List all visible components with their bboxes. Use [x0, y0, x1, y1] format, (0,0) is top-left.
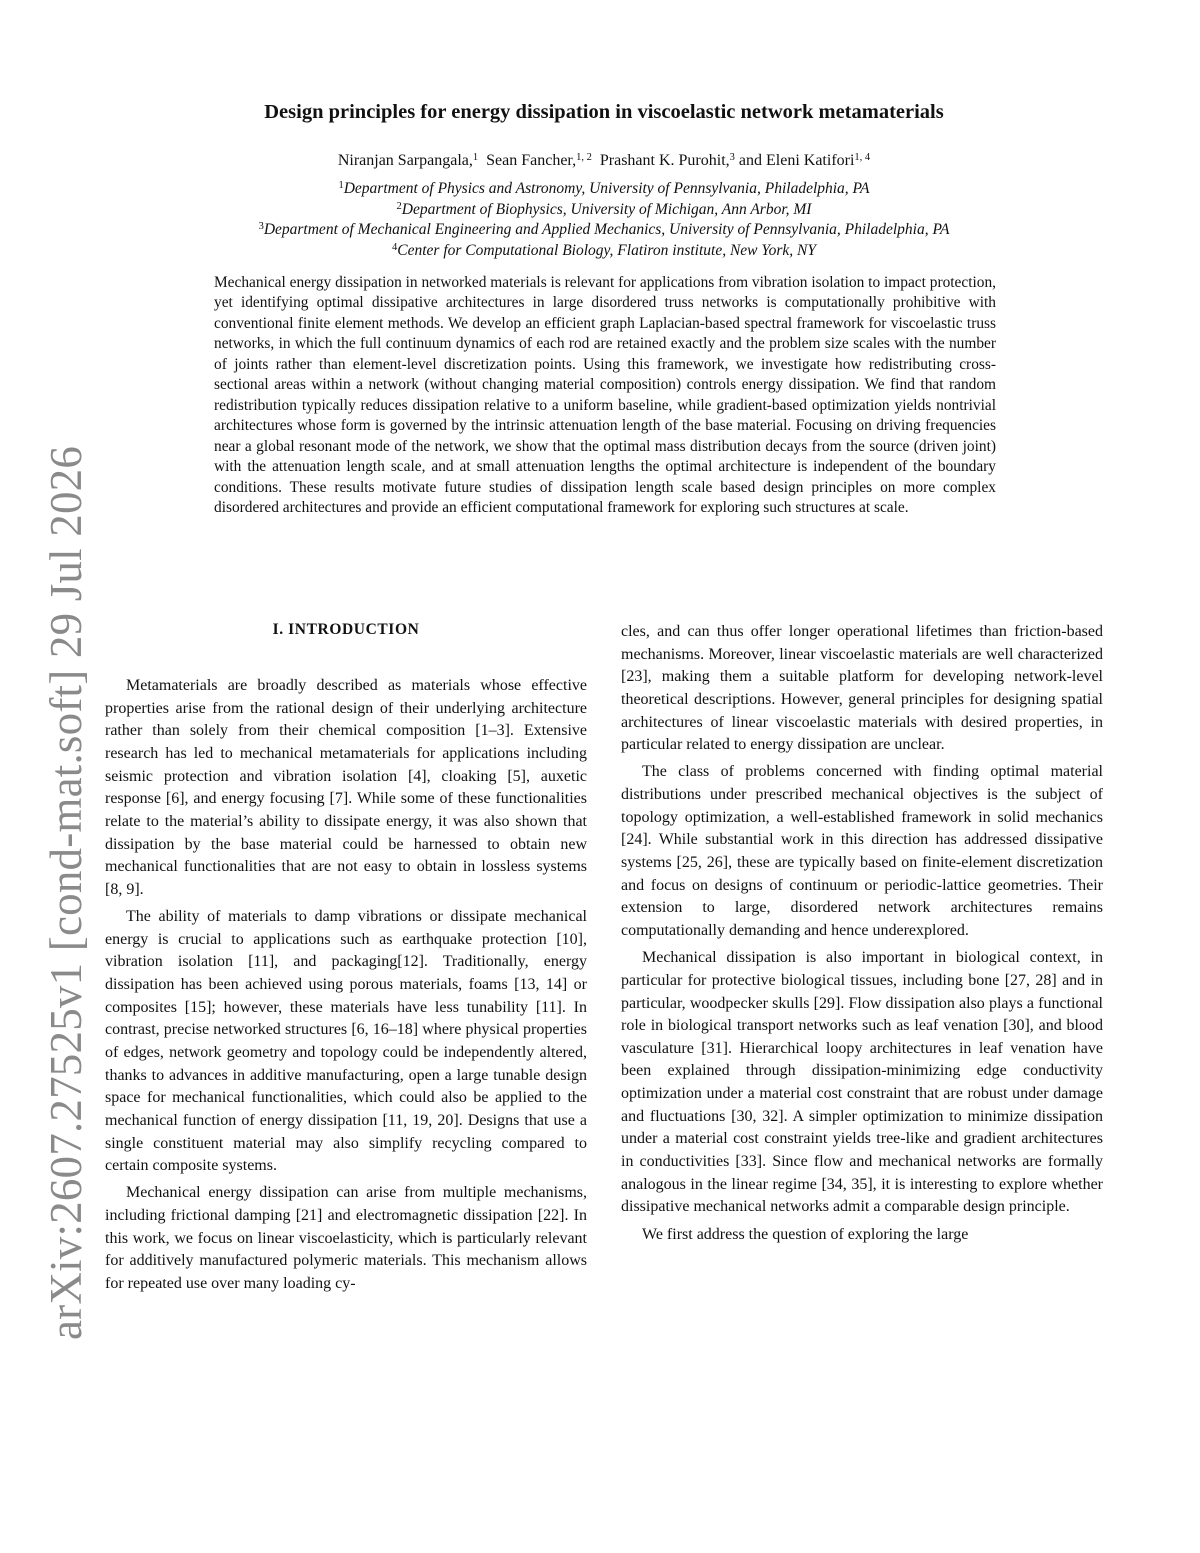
affiliation-line: [0, 242, 1200, 260]
left-column: [105, 675, 587, 1300]
author-affiliation-mark: 1, 4: [854, 152, 871, 163]
paragraph: Mechanical dissipation is also important in biological context, in particular for protective biological tissues, including bone [27, 28] and in particular, woodpecker skulls [29]. Flow dissipation also plays a functional role in biological transport networks such as leaf venation [30], and blood vasculature [31]. Hierarchical loopy architectures in leaf venation have been explained through dissipation-minimizing edge conductivity optimization under a material cost constraint that are robust under damage and fluctuations [30, 32]. A simpler optimization to minimize dissipation under a material cost constraint yields tree-like and gradient architectures in conductivities [33]. Since flow and mechanical networks are formally analogous in the linear regime [34, 35], it is interesting to explore whether dissipative mechanical networks admit a comparable design principle.: [621, 949, 1103, 1216]
paragraph: The ability of materials to damp vibrations or dissipate mechanical energy is crucial to applications such as earthquake protection [10], vibration isolation [11], and packaging[12]. Traditionally, energy dissipation has been achieved using porous materials, foams [13, 14] or composites [15]; however, these materials have less tunability [11]. In contrast, precise networked structures [6, 16–18] where physical properties of edges, network geometry and topology could be independently altered, thanks to advances in additive manufacturing, open a large tunable design space for mechanical functionalities, which could also be applied to the mechanical function of energy dissipation [11, 19, 20]. Designs that use a single constituent material may also simplify recycling compared to certain composite systems.: [105, 908, 587, 1175]
affiliation-line: [0, 201, 1200, 219]
affiliation-mark: 2: [396, 201, 402, 212]
author-name: Prashant K. Purohit,: [599, 152, 730, 169]
author-affiliation-mark: 1, 2: [576, 152, 592, 163]
affiliation-text: Center for Computational Biology, Flatiron institute, New York, NY: [397, 242, 816, 259]
paper-title: Design principles for energy dissipation in viscoelastic network metamaterials: [264, 101, 944, 123]
author-affiliation-mark: 3: [729, 152, 735, 163]
right-column: [621, 621, 1103, 1251]
paragraph: Mechanical energy dissipation can arise from multiple mechanisms, including frictional damping [21] and electromagnetic dissipation [22]. In this work, we focus on linear viscoelasticity, which is particularly relevant for additively manufactured polymeric materials. This mechanism allows for repeated use over many loading cy-: [105, 1184, 587, 1293]
author-name: Niranjan Sarpangala,: [337, 152, 473, 169]
affiliation-text: Department of Biophysics, University of Michigan, Ann Arbor, MI: [401, 201, 812, 218]
affiliation-text: Department of Mechanical Engineering and Applied Mechanics, University of Pennsylvania, Philadelphia, PA: [263, 221, 950, 238]
arxiv-identifier: arXiv:2607.27525v1 [cond-mat.soft] 29 Jul 2026: [41, 445, 91, 1340]
affiliation-mark: 1: [338, 180, 344, 191]
paragraph: The class of problems concerned with finding optimal material distributions under prescribed mechanical objectives is the subject of topology optimization, a well-established framework in solid mechanics [24]. While substantial work in this direction has addressed dissipative systems [25, 26], these are typically based on finite-element discretization and focus on designs of continuum or periodic-lattice geometries. Their extension to large, disordered network architectures remains computationally demanding and hence underexplored.: [621, 763, 1103, 940]
paragraph: We first address the question of exploring the large: [642, 1225, 969, 1243]
affiliation-line: [0, 221, 1200, 239]
paragraph: Metamaterials are broadly described as materials whose effective properties arise from the rational design of their underlying architecture rather than solely from their chemical composition [1–3]. Extensive research has led to mechanical metamaterials for applications including seismic protection and vibration isolation [4], cloaking [5], auxetic response [6], and energy focusing [7]. While some of these functionalities relate to the material’s ability to dissipate energy, it was also shown that dissipation by the base material could be harnessed to obtain new mechanical functionalities that are not easy to obtain in lossless systems [8, 9].: [105, 677, 587, 898]
affiliation-mark: 4: [392, 242, 398, 253]
affiliation-text: Department of Physics and Astronomy, University of Pennsylvania, Philadelphia, PA: [343, 180, 870, 197]
affiliation-mark: 3: [258, 221, 264, 232]
affiliation-line: [0, 180, 1200, 198]
author-name: and Eleni Katifori: [738, 152, 855, 169]
section-heading: I. INTRODUCTION: [272, 621, 420, 638]
paragraph-continuation: cles, and can thus offer longer operational lifetimes than friction-based mechanisms. Moreover, linear viscoelastic materials are well characterized [23], making them a suitable platform for developing network-level theoretical descriptions. However, general principles for designing spatial architectures of linear viscoelastic materials with desired properties, in particular related to energy dissipation are unclear.: [621, 623, 1103, 754]
author-name: Sean Fancher,: [486, 152, 577, 169]
author-list: [0, 152, 1200, 170]
abstract: Mechanical energy dissipation in networked materials is relevant for applications from vibration isolation to impact protection, yet identifying optimal dissipative architectures in large disordered truss networks is computationally prohibitive with conventional finite element methods. We develop an efficient graph Laplacian-based spectral framework for viscoelastic truss networks, in which the full continuum dynamics of each rod are retained exactly and the problem size scales with the number of joints rather than element-level discretization points. Using this framework, we investigate how redistributing cross-sectional areas within a network (without changing material composition) controls energy dissipation. We find that random redistribution typically reduces dissipation relative to a uniform baseline, while gradient-based optimization yields nontrivial architectures whose form is governed by the intrinsic attenuation length of the base material. Focusing on driving frequencies near a global resonant mode of the network, we show that the optimal mass distribution decays from the source (driven joint) with the attenuation length scale, and at small attenuation lengths the optimal architecture is independent of the boundary conditions. These results motivate future studies of dissipation length scale based design principles on more complex disordered architectures and provide an efficient computational framework for exploring such structures at scale.: [214, 274, 996, 516]
author-affiliation-mark: 1: [472, 152, 479, 163]
